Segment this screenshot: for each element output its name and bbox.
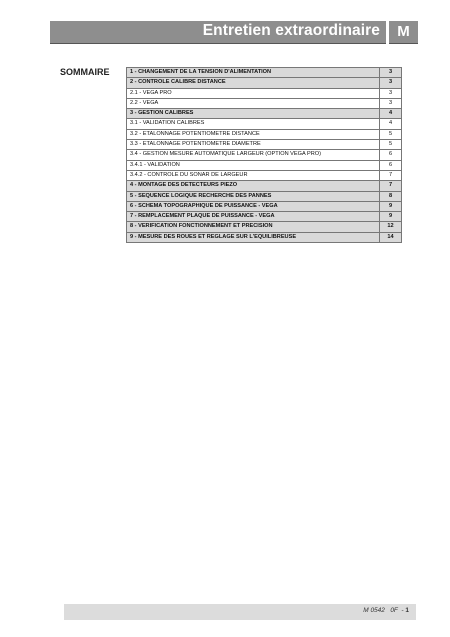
toc-entry-page: 4 — [380, 109, 402, 119]
toc-row — [127, 222, 402, 232]
toc-row — [127, 232, 402, 242]
toc-entry-title: 2.2 - VEGA — [127, 98, 380, 108]
summary-heading: SOMMAIRE — [60, 67, 110, 77]
toc-entry-page: 3 — [380, 68, 402, 78]
toc-entry-title: 2.1 - VEGA PRO — [127, 88, 380, 98]
toc-entry-title: 6 - SCHEMA TOPOGRAPHIQUE DE PUISSANCE - VEGA — [127, 201, 380, 211]
toc-entry-title: 3.1 - VALIDATION CALIBRES — [127, 119, 380, 129]
toc-row — [127, 140, 402, 150]
page-title: Entretien extraordinaire — [202, 22, 380, 39]
toc-row — [127, 191, 402, 201]
toc-entry-page: 5 — [380, 129, 402, 139]
toc-entry-page: 6 — [380, 160, 402, 170]
table-of-contents — [126, 67, 402, 243]
toc-row — [127, 181, 402, 191]
toc-entry-page: 3 — [380, 78, 402, 88]
doc-reference: M 0542 0F - — [363, 607, 406, 614]
section-letter-badge: M — [389, 21, 418, 44]
toc-entry-page: 9 — [380, 201, 402, 211]
toc-row — [127, 109, 402, 119]
toc-entry-title: 2 - CONTROLE CALIBRE DISTANCE — [127, 78, 380, 88]
toc-entry-page: 3 — [380, 88, 402, 98]
toc-entry-title: 3.4.1 - VALIDATION — [127, 160, 380, 170]
header-bar — [50, 21, 418, 44]
toc-entry-title: 3 - GESTION CALIBRES — [127, 109, 380, 119]
toc-entry-page: 14 — [380, 232, 402, 242]
toc-entry-title: 3.4.2 - CONTROLE DU SONAR DE LARGEUR — [127, 170, 380, 180]
toc-entry-title: 8 - VERIFICATION FONCTIONNEMENT ET PRECISION — [127, 222, 380, 232]
toc-entry-title: 1 - CHANGEMENT DE LA TENSION D'ALIMENTATION — [127, 68, 380, 78]
toc-row — [127, 129, 402, 139]
toc-row — [127, 212, 402, 222]
toc-row — [127, 201, 402, 211]
toc-row — [127, 119, 402, 129]
toc-row — [127, 98, 402, 108]
toc-row — [127, 78, 402, 88]
toc-entry-page: 8 — [380, 191, 402, 201]
toc-entry-title: 5 - SEQUENCE LOGIQUE RECHERCHE DES PANNES — [127, 191, 380, 201]
page-number: 1 — [405, 607, 409, 614]
toc-entry-title: 3.3 - ETALONNAGE POTENTIOMETRE DIAMETRE — [127, 140, 380, 150]
toc-entry-page: 5 — [380, 140, 402, 150]
toc-entry-page: 7 — [380, 170, 402, 180]
toc-entry-title: 3.2 - ETALONNAGE POTENTIOMETRE DISTANCE — [127, 129, 380, 139]
toc-entry-title: 9 - MESURE DES ROUES ET REGLAGE SUR L'EQUILIBREUSE — [127, 232, 380, 242]
toc-row — [127, 68, 402, 78]
toc-row — [127, 150, 402, 160]
toc-row — [127, 88, 402, 98]
footer-reference — [363, 607, 409, 614]
footer-bar — [64, 604, 416, 620]
toc-entry-title: 4 - MONTAGE DES DETECTEURS PIEZO — [127, 181, 380, 191]
toc-row — [127, 160, 402, 170]
toc-entry-page: 6 — [380, 150, 402, 160]
toc-entry-page: 9 — [380, 212, 402, 222]
toc-entry-title: 7 - REMPLACEMENT PLAQUE DE PUISSANCE - VEGA — [127, 212, 380, 222]
toc-entry-page: 4 — [380, 119, 402, 129]
toc-row — [127, 170, 402, 180]
toc-entry-title: 3.4 - GESTION MESURE AUTOMATIQUE LARGEUR (OPTION VEGA PRO) — [127, 150, 380, 160]
toc-entry-page: 12 — [380, 222, 402, 232]
toc-entry-page: 3 — [380, 98, 402, 108]
toc-entry-page: 7 — [380, 181, 402, 191]
